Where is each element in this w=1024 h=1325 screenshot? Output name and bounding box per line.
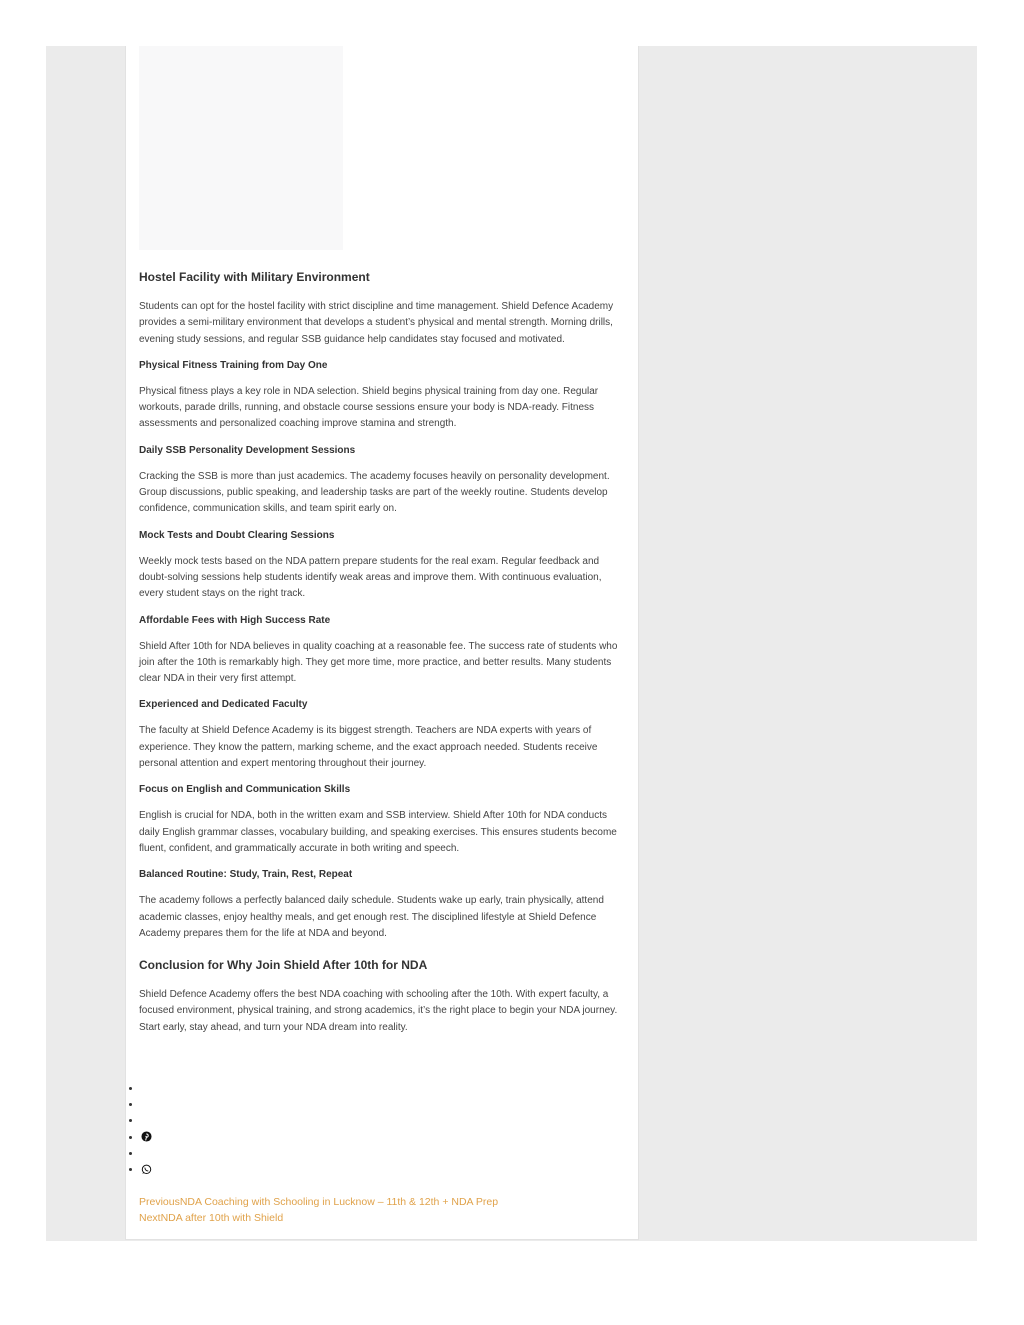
section-heading: Affordable Fees with High Success Rate	[139, 614, 331, 626]
section-paragraph: Weekly mock tests based on the NDA pattern prepare students for the real exam. Regular feedback and doubt-solving sessions help students identify weak areas and improve them. With continuous evaluation, every student stays on the right track.	[139, 555, 602, 600]
section-heading: Mock Tests and Doubt Clearing Sessions	[139, 529, 335, 541]
featured-image	[139, 46, 343, 250]
next-post-link[interactable]: NextNDA after 10th with Shield	[139, 1212, 284, 1225]
section-heading: Experienced and Dedicated Faculty	[139, 699, 308, 711]
pinterest-icon[interactable]	[141, 1131, 152, 1142]
conclusion-heading: Conclusion for Why Join Shield After 10th for NDA	[139, 958, 428, 973]
article-card	[125, 46, 639, 1240]
article-content	[139, 270, 627, 1036]
section-paragraph: The faculty at Shield Defence Academy is its biggest strength. Teachers are NDA experts with years of experience. They know the pattern, marking scheme, and the exact approach needed. Students receive personal attention and expert mentoring throughout their journey.	[139, 725, 598, 770]
section-paragraph: The academy follows a perfectly balanced daily schedule. Students wake up early, train physically, attend academic classes, enjoy healthy meals, and get enough rest. The disciplined lifestyle at Shield Defence Academy prepares them for the life at NDA and beyond.	[139, 895, 604, 939]
section-heading: Hostel Facility with Military Environment	[139, 270, 370, 284]
whatsapp-icon[interactable]	[141, 1164, 152, 1175]
facebook-icon[interactable]	[141, 1081, 152, 1097]
email-icon[interactable]	[141, 1146, 152, 1162]
conclusion-paragraph: Shield Defence Academy offers the best NDA coaching with schooling after the 10th. With expert faculty, a focused environment, physical training, and strong academics, it’s the right place to begin your NDA journey. Start early, stay ahead, and turn your NDA dream into reality.	[139, 989, 618, 1033]
section-heading: Physical Fitness Training from Day One	[139, 359, 328, 371]
section-paragraph: Shield After 10th for NDA believes in quality coaching at a reasonable fee. The success rate of students who join after the 10th is remarkably high. They get more time, more practice, and better results. Many students clear NDA in their very first attempt.	[139, 640, 618, 685]
post-navigation	[139, 1194, 498, 1227]
linkedin-icon[interactable]	[141, 1113, 152, 1129]
share-item-whatsapp[interactable]	[141, 1162, 152, 1178]
section-heading: Focus on English and Communication Skills	[139, 784, 351, 796]
share-list	[126, 1081, 152, 1178]
section-paragraph: English is crucial for NDA, both in the written exam and SSB interview. Shield After 10th for NDA conducts daily English grammar classes, vocabulary building, and speaking exercises. This ensures students become fluent, confident, and grammatically accurate in both writing and speech.	[139, 810, 617, 854]
previous-post-link[interactable]: PreviousNDA Coaching with Schooling in Lucknow – 11th & 12th + NDA Prep	[139, 1196, 499, 1208]
section-paragraph: Physical fitness plays a key role in NDA selection. Shield begins physical training from day one. Regular workouts, parade drills, running, and obstacle course sessions ensure your body is NDA-ready. Fitness assessments and personalized coaching improve stamina and strength.	[139, 385, 599, 430]
section-heading: Balanced Routine: Study, Train, Rest, Repeat	[139, 869, 353, 881]
twitter-icon[interactable]	[141, 1097, 152, 1113]
share-item-pinterest[interactable]	[141, 1130, 152, 1146]
section-paragraph: Cracking the SSB is more than just academics. The academy focuses heavily on personality development. Group discussions, public speaking, and leadership tasks are part of the weekly routine. Students develop confidence, communication skills, and team spirit early on.	[139, 470, 610, 515]
section-paragraph: Students can opt for the hostel facility with strict discipline and time management. Shield Defence Academy provides a semi-military environment that develops a student’s physical and mental strength. Morning drills, evening study sessions, and regular SSB guidance help candidates stay focused and motivated.	[139, 301, 614, 345]
section-heading: Daily SSB Personality Development Sessions	[139, 444, 356, 456]
